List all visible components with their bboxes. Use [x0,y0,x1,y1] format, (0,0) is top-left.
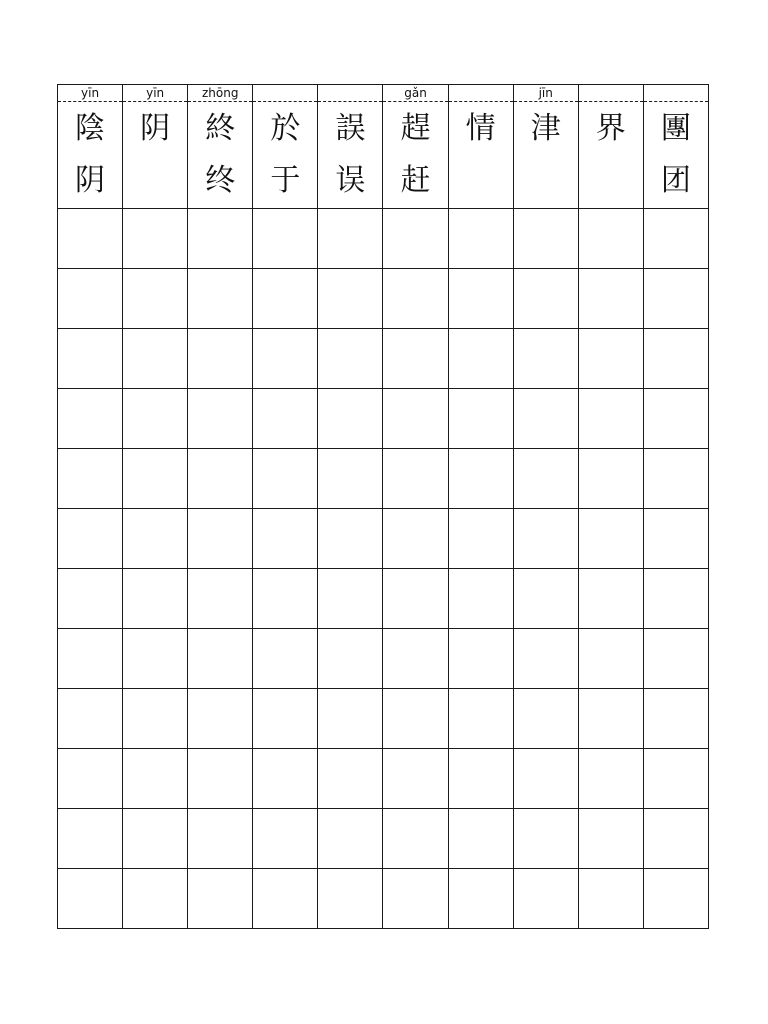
pinyin-cell [578,85,643,102]
practice-cell [383,389,448,449]
practice-cell [578,629,643,689]
character-cell [643,102,708,209]
pinyin-cell [643,85,708,102]
simplified-character [449,156,513,206]
character-cell [123,102,188,209]
practice-cell [58,449,123,509]
practice-cell [188,809,253,869]
traditional-character: 團 [660,111,691,146]
practice-cell [643,869,708,929]
practice-cell [123,569,188,629]
practice-cell [578,389,643,449]
traditional-character: 津 [530,111,561,146]
practice-cell [578,749,643,809]
practice-cell [123,209,188,269]
practice-cell [253,869,318,929]
practice-cell [58,749,123,809]
practice-cell [123,629,188,689]
traditional-character: 情 [465,111,496,146]
practice-cell [448,389,513,449]
practice-cell [58,569,123,629]
practice-cell [123,689,188,749]
practice-cell [448,509,513,569]
practice-cell [448,869,513,929]
practice-cell [253,329,318,389]
practice-cell [643,629,708,689]
practice-cell [448,209,513,269]
practice-cell [513,809,578,869]
practice-cell [513,689,578,749]
practice-cell [513,509,578,569]
practice-cell [383,569,448,629]
practice-row [58,269,709,329]
simplified-character: 误 [335,163,366,198]
practice-cell [58,329,123,389]
practice-cell [123,449,188,509]
practice-cell [578,209,643,269]
pinyin-cell [253,85,318,102]
practice-cell [643,449,708,509]
practice-cell [58,689,123,749]
character-cell [188,102,253,209]
practice-cell [513,329,578,389]
pinyin-row [58,85,709,102]
practice-row [58,629,709,689]
pinyin-cell [448,85,513,102]
practice-row [58,209,709,269]
practice-cell [188,629,253,689]
pinyin-cell: zhōng [188,85,253,102]
practice-cell [643,749,708,809]
practice-cell [578,869,643,929]
character-cell [253,102,318,209]
practice-cell [383,809,448,869]
practice-cell [448,689,513,749]
practice-row [58,869,709,929]
practice-cell [448,809,513,869]
practice-cell [513,449,578,509]
practice-cell [58,209,123,269]
practice-cell [513,869,578,929]
practice-cell [318,209,383,269]
practice-cell [58,869,123,929]
practice-cell [188,689,253,749]
practice-cell [383,869,448,929]
simplified-character: 阴 [75,163,106,198]
practice-cell [448,269,513,329]
practice-cell [643,689,708,749]
practice-cell [318,389,383,449]
practice-cell [643,569,708,629]
practice-cell [513,569,578,629]
practice-cell [318,689,383,749]
practice-grid [57,84,709,929]
practice-cell [643,389,708,449]
simplified-character: 于 [270,163,301,198]
traditional-character: 趕 [400,111,431,146]
practice-cell [643,329,708,389]
simplified-character [579,156,643,206]
practice-cell [318,629,383,689]
practice-cell [318,869,383,929]
practice-cell [578,329,643,389]
practice-cell [383,269,448,329]
practice-cell [188,569,253,629]
practice-cell [123,329,188,389]
character-cell [513,102,578,209]
practice-cell [253,809,318,869]
simplified-character: 团 [660,163,691,198]
practice-cell [578,689,643,749]
practice-cell [123,269,188,329]
practice-cell [58,809,123,869]
practice-row [58,449,709,509]
traditional-character: 陰 [75,111,106,146]
character-row [58,102,709,209]
practice-cell [188,269,253,329]
traditional-character: 於 [270,111,301,146]
practice-cell [383,329,448,389]
pinyin-cell [318,85,383,102]
character-cell [448,102,513,209]
pinyin-cell: jīn [513,85,578,102]
practice-cell [123,749,188,809]
practice-cell [578,449,643,509]
practice-cell [253,509,318,569]
practice-cell [578,509,643,569]
practice-cell [448,629,513,689]
practice-cell [188,209,253,269]
practice-cell [643,509,708,569]
practice-cell [383,749,448,809]
practice-cell [383,449,448,509]
practice-cell [253,449,318,509]
practice-cell [188,389,253,449]
practice-cell [253,689,318,749]
practice-row [58,329,709,389]
character-cell [318,102,383,209]
practice-row [58,809,709,869]
practice-cell [253,269,318,329]
practice-cell [383,629,448,689]
practice-cell [383,209,448,269]
practice-cell [253,389,318,449]
practice-cell [448,449,513,509]
practice-cell [383,509,448,569]
practice-cell [123,809,188,869]
practice-cell [643,209,708,269]
simplified-character [514,156,578,206]
practice-cell [578,809,643,869]
practice-cell [253,569,318,629]
practice-row [58,749,709,809]
practice-cell [58,629,123,689]
practice-cell [188,329,253,389]
traditional-character: 終 [205,111,236,146]
practice-cell [318,269,383,329]
practice-cell [318,749,383,809]
character-cell [58,102,123,209]
practice-cell [448,749,513,809]
practice-row [58,689,709,749]
practice-cell [58,269,123,329]
practice-cell [123,869,188,929]
practice-cell [318,809,383,869]
practice-cell [448,569,513,629]
practice-cell [318,569,383,629]
practice-cell [448,329,513,389]
practice-cell [578,269,643,329]
practice-cell [188,449,253,509]
practice-cell [253,209,318,269]
practice-cell [513,269,578,329]
practice-cell [318,449,383,509]
pinyin-cell: gǎn [383,85,448,102]
practice-cell [513,749,578,809]
practice-cell [253,629,318,689]
practice-cell [188,749,253,809]
practice-row [58,509,709,569]
practice-cell [123,509,188,569]
practice-cell [643,269,708,329]
practice-cell [253,749,318,809]
practice-cell [188,509,253,569]
simplified-character: 终 [205,163,236,198]
traditional-character: 界 [595,111,626,146]
practice-cell [578,569,643,629]
practice-cell [318,509,383,569]
practice-cell [58,509,123,569]
practice-cell [123,389,188,449]
practice-cell [513,389,578,449]
pinyin-cell: yīn [58,85,123,102]
character-cell [578,102,643,209]
practice-cell [643,809,708,869]
practice-cell [513,629,578,689]
traditional-character: 誤 [335,111,366,146]
traditional-character: 阴 [140,111,171,146]
practice-row [58,389,709,449]
practice-cell [188,869,253,929]
practice-cell [58,389,123,449]
character-cell [383,102,448,209]
practice-row [58,569,709,629]
practice-cell [513,209,578,269]
simplified-character: 赶 [400,163,431,198]
practice-cell [318,329,383,389]
pinyin-cell: yīn [123,85,188,102]
practice-cell [383,689,448,749]
simplified-character [123,156,187,206]
